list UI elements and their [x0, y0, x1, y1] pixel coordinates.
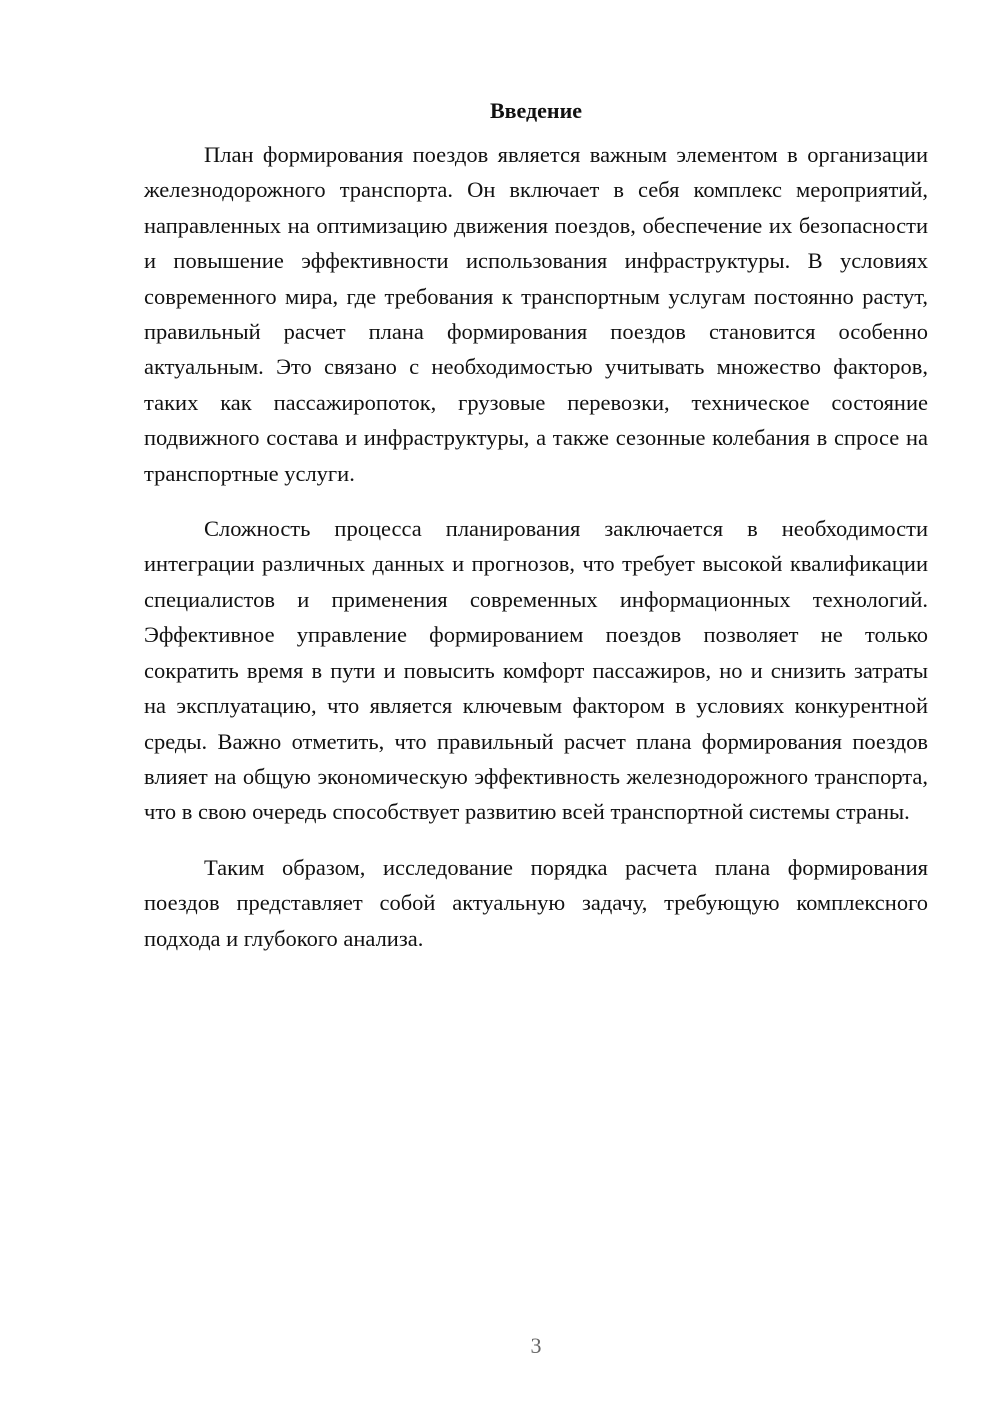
paragraph-1: План формирования поездов является важным элементом в организации железнодорожного транспорта. Он включает в себя комплекс мероприятий, направленных на оптимизацию движения поездов, обеспечение их безопасности и повышение эффективности использования инфраструктуры. В условиях современного мира, где требования к транспортным услугам постоянно растут, правильный расчет плана формирования поездов становится особенно актуальным. Это связано с необходимостью учитывать множество факторов, таких как пассажиропоток, грузовые перевозки, техническое состояние подвижного состава и инфраструктуры, а также сезонные колебания в спросе на транспортные услуги. [144, 142, 928, 486]
page-number: 3 [530, 1333, 542, 1358]
page-content [144, 96, 928, 956]
paragraph-2: Сложность процесса планирования заключается в необходимости интеграции различных данных и прогнозов, что требует высокой квалификации специалистов и применения современных информационных технологий. Эффективное управление формированием поездов позволяет не только сократить время в пути и повысить комфорт пассажиров, но и снизить затраты на эксплуатацию, что является ключевым фактором в условиях конкурентной среды. Важно отметить, что правильный расчет плана формирования поездов влияет на общую экономическую эффективность железнодорожного транспорта, что в свою очередь способствует развитию всей транспортной системы страны. [144, 516, 928, 825]
section-heading: Введение [489, 98, 583, 123]
paragraph-3: Таким образом, исследование порядка расчета плана формирования поездов представляет собой актуальную задачу, требующую комплексного подхода и глубокого анализа. [144, 854, 928, 951]
